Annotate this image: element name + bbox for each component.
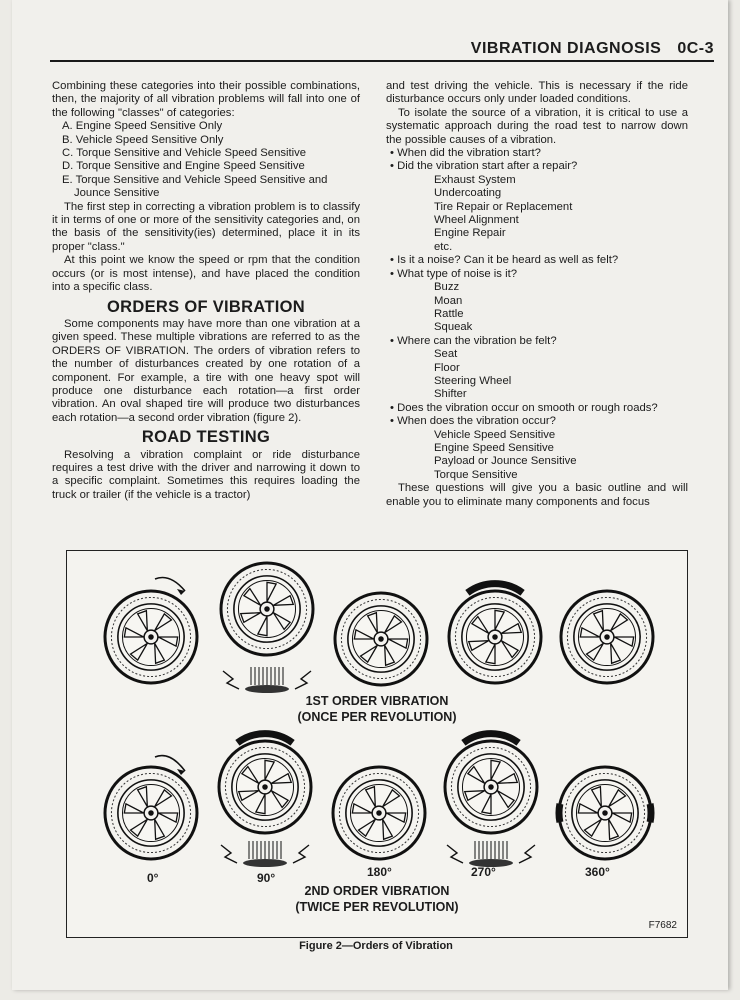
question-item: • Where can the vibration be felt? bbox=[386, 335, 688, 348]
answer-item: Exhaust System bbox=[434, 173, 516, 186]
angle-label: 360° bbox=[585, 865, 610, 879]
paragraph: The first step in correcting a vibration problem is to classify it in terms of one or more of the sensitivity categories and, on the basis of the sensitivity(ies) determined, place it in its proper "class." bbox=[52, 200, 360, 253]
answer-item: Torque Sensitive bbox=[434, 468, 518, 481]
paragraph: and test driving the vehicle. This is necessary if the ride disturbance occurs only under loaded conditions. bbox=[386, 80, 688, 106]
header-rule bbox=[50, 60, 714, 62]
wheel-1st-order-180 bbox=[335, 593, 427, 685]
answer-item: Seat bbox=[434, 348, 458, 361]
class-item-continued: Jounce Sensitive bbox=[74, 187, 160, 200]
wheel-2nd-order-0 bbox=[105, 767, 197, 859]
question-item: • Is it a noise? Can it be heard as well as felt? bbox=[386, 254, 688, 267]
question-item: • What type of noise is it? bbox=[386, 268, 688, 281]
second-order-subtitle: (TWICE PER REVOLUTION) bbox=[295, 900, 459, 914]
wheel-1st-order-90 bbox=[221, 563, 313, 655]
question-item: • Does the vibration occur on smooth or rough roads? bbox=[386, 402, 688, 415]
angle-label: 0° bbox=[147, 871, 159, 885]
wheel-1st-order-0 bbox=[105, 591, 197, 683]
answer-item: Rattle bbox=[434, 307, 464, 320]
figure-orders-of-vibration bbox=[66, 550, 688, 938]
answer-item: Engine Repair bbox=[434, 227, 506, 240]
class-item: E. Torque Sensitive and Vehicle Speed Sensitive and bbox=[62, 173, 328, 186]
first-order-title: 1ST ORDER VIBRATION bbox=[305, 694, 449, 708]
paragraph: At this point we know the speed or rpm that the condition occurs (or is most intense), and have placed the condition into a specific class. bbox=[52, 254, 360, 294]
answer-item: Squeak bbox=[434, 321, 473, 334]
heading-orders-of-vibration: ORDERS OF VIBRATION bbox=[107, 297, 305, 316]
contact-patch-1st-order bbox=[223, 667, 311, 693]
wheel-2nd-order-360 bbox=[559, 767, 651, 859]
contact-patch-2nd-order-90 bbox=[221, 841, 309, 867]
angle-label: 270° bbox=[471, 865, 496, 879]
figure-code: F7682 bbox=[648, 920, 677, 931]
answer-item: Payload or Jounce Sensitive bbox=[434, 455, 577, 468]
question-item: • When did the vibration start? bbox=[386, 147, 688, 160]
figure-caption: Figure 2—Orders of Vibration bbox=[299, 940, 453, 952]
answer-item: Vehicle Speed Sensitive bbox=[434, 428, 556, 441]
answer-item: Shifter bbox=[434, 388, 467, 401]
answer-item: Moan bbox=[434, 294, 463, 307]
answer-item: Undercoating bbox=[434, 187, 502, 200]
paragraph: Some components may have more than one vibration at a given speed. These multiple vibrations are referred to as the ORDERS OF VIBRATION. The orders of vibration refers to the number of disturbances created by one rotation of a component. For example, a tire with one heavy spot will produce one disturbance each rotation—a first order vibration. An oval shaped tire will produce two disturbances each rotation—a second order vibration (figure 2). bbox=[52, 317, 360, 424]
answer-item: Buzz bbox=[434, 281, 460, 294]
section-title: VIBRATION DIAGNOSIS bbox=[470, 40, 662, 57]
wheel-1st-order-360 bbox=[561, 591, 653, 683]
class-item: C. Torque Sensitive and Vehicle Speed Sensitive bbox=[62, 147, 307, 160]
angle-label: 90° bbox=[257, 871, 276, 885]
paragraph: To isolate the source of a vibration, it is critical to use a systematic approach during the road test to narrow down the possible causes of a vibration. bbox=[386, 106, 688, 146]
answer-item: etc. bbox=[434, 240, 453, 253]
paragraph: These questions will give you a basic outline and will enable you to eliminate many components and focus bbox=[386, 482, 688, 508]
answer-item: Tire Repair or Replacement bbox=[434, 200, 573, 213]
question-item: • Did the vibration start after a repair? bbox=[386, 160, 688, 173]
heading-road-testing: ROAD TESTING bbox=[141, 428, 271, 447]
paragraph: Resolving a vibration complaint or ride disturbance requires a test drive with the driver and narrowing it down to a specific complaint. Sometimes this requires loading the truck or trailer (if the vehicle is a tractor) bbox=[52, 448, 360, 501]
answer-item: Floor bbox=[434, 361, 460, 374]
class-item: B. Vehicle Speed Sensitive Only bbox=[62, 133, 224, 146]
wheel-illustration bbox=[67, 551, 687, 937]
wheel-1st-order-270 bbox=[449, 584, 541, 683]
class-item: A. Engine Speed Sensitive Only bbox=[62, 120, 223, 133]
page-code: 0C-3 bbox=[677, 40, 714, 57]
left-column bbox=[52, 80, 360, 502]
page-header bbox=[471, 40, 714, 58]
class-item: D. Torque Sensitive and Engine Speed Sensitive bbox=[62, 160, 305, 173]
wheel-2nd-order-180 bbox=[333, 767, 425, 859]
second-order-title: 2ND ORDER VIBRATION bbox=[304, 884, 450, 898]
right-column bbox=[386, 80, 688, 509]
second-order-label bbox=[227, 883, 527, 915]
contact-patch-2nd-order-270 bbox=[447, 841, 535, 867]
first-order-subtitle: (ONCE PER REVOLUTION) bbox=[297, 710, 457, 724]
question-item: • When does the vibration occur? bbox=[386, 415, 688, 428]
answer-item: Wheel Alignment bbox=[434, 214, 519, 227]
wheel-2nd-order-270 bbox=[445, 734, 537, 833]
answer-item: Engine Speed Sensitive bbox=[434, 441, 554, 454]
wheel-2nd-order-90 bbox=[219, 734, 311, 833]
answer-item: Steering Wheel bbox=[434, 374, 512, 387]
intro-paragraph: Combining these categories into their possible combinations, then, the majority of all vibration problems will fall into one of the following "classes" of categories: bbox=[52, 80, 360, 119]
first-order-label bbox=[227, 693, 527, 725]
angle-label: 180° bbox=[367, 865, 392, 879]
